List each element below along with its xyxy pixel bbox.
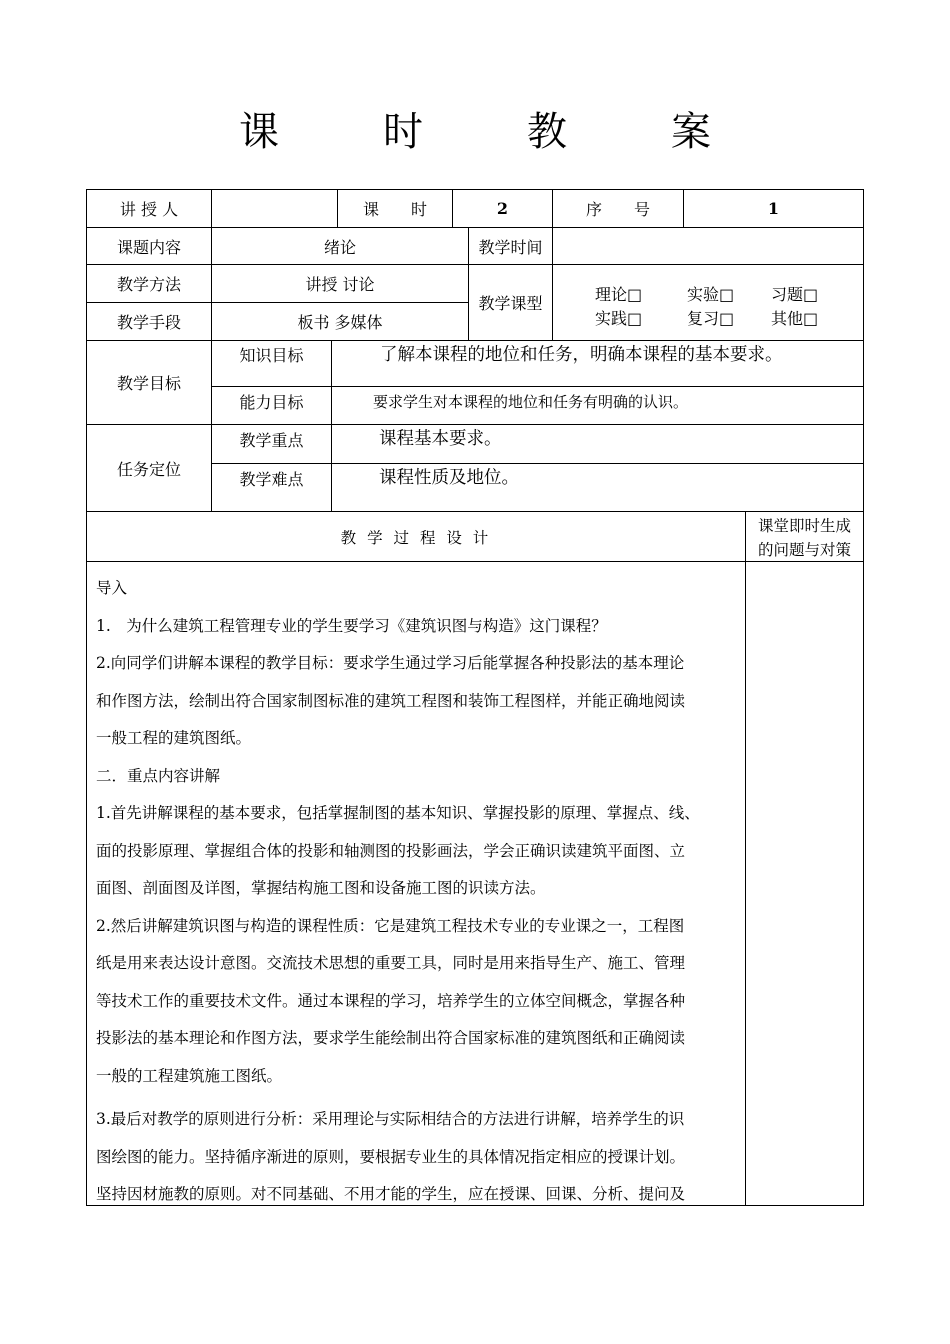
hours-label: 课 时: [362, 200, 427, 219]
content-line: 2.然后讲解建筑识图与构造的课程性质：它是建筑工程技术专业的专业课之一，工程图: [96, 916, 685, 935]
col-divider: [331, 340, 332, 511]
content-line: 一般的工程建筑施工图纸。: [96, 1066, 283, 1085]
title-char: 课: [239, 109, 279, 155]
checkbox-option[interactable]: 实践□: [595, 309, 643, 328]
difficult-point-value: 课程性质及地位。: [379, 467, 519, 488]
row-divider: [86, 561, 864, 562]
ability-value: 要求学生对本课程的地位和任务有明确的认识。: [373, 392, 689, 411]
key-point-value: 课程基本要求。: [379, 428, 502, 449]
hours-value: 2: [496, 199, 509, 218]
content-line: 投影法的基本理论和作图方法，要求学生能绘制出符合国家标准的建筑图纸和正确阅读: [96, 1029, 686, 1047]
content-line: 二．重点内容讲解: [96, 766, 221, 785]
side-heading-line1: 课堂即时生成: [757, 517, 851, 535]
content-line: 1. 为什么建筑工程管理专业的学生要学习《建筑识图与构造》这门课程？: [96, 616, 607, 635]
lesson-type-options: [553, 265, 863, 340]
knowledge-label: 知识目标: [239, 345, 304, 365]
title-char: 案: [671, 109, 711, 155]
time-label: 教学时间: [478, 237, 543, 257]
lecturer-label: 讲 授 人: [119, 200, 179, 219]
content-line: 导入: [96, 579, 128, 597]
checkbox-option[interactable]: 复习□: [687, 309, 735, 328]
means-label: 教学手段: [116, 313, 181, 332]
seq-label: 序 号: [585, 200, 650, 219]
means-value: 板书 多媒体: [297, 313, 383, 332]
content-line: 坚持因材施教的原则。对不同基础、不用才能的学生，应在授课、回课、分析、提问及: [96, 1185, 686, 1203]
content-line: 一般工程的建筑图纸。: [96, 729, 252, 747]
method-value: 讲授 讨论: [305, 275, 375, 294]
title-char: 时: [383, 109, 423, 155]
key-point-label: 教学重点: [239, 430, 304, 450]
checkbox-option[interactable]: 习题□: [771, 285, 819, 304]
title-char: 教: [527, 109, 567, 155]
table-border-right: [863, 189, 864, 1206]
checkbox-option[interactable]: 其他□: [771, 309, 819, 328]
topic-value: 绪论: [323, 237, 356, 257]
content-line: 等技术工作的重要技术文件。通过本课程的学习，培养学生的立体空间概念，掌握各种: [96, 991, 686, 1010]
lecturer-value: [212, 190, 337, 227]
content-line: 1.首先讲解课程的基本要求，包括掌握制图的基本知识、掌握投影的原理、掌握点、线、: [96, 804, 700, 822]
time-value: [553, 228, 863, 264]
seq-value: 1: [767, 199, 780, 218]
method-label: 教学方法: [116, 275, 181, 294]
content-line: 和作图方法，绘制出符合国家制图标准的建筑工程图和装饰工程图样，并能正确地阅读: [96, 691, 686, 710]
checkbox-option[interactable]: 理论□: [595, 285, 643, 304]
topic-label: 课题内容: [116, 237, 181, 257]
content-line: 3.最后对教学的原则进行分析：采用理论与实际相结合的方法进行讲解，培养学生的识: [96, 1110, 685, 1128]
knowledge-value: 了解本课程的地位和任务，明确本课程的基本要求。: [380, 344, 783, 365]
checkbox-option[interactable]: 实验□: [687, 285, 735, 304]
side-heading-line2: 的问题与对策: [757, 541, 851, 559]
content-line: 纸是用来表达设计意图。交流技术思想的重要工具，同时是用来指导生产、施工、管理: [96, 954, 686, 972]
content-line: 面的投影原理、掌握组合体的投影和轴测图的投影画法，学会正确识读建筑平面图、立: [96, 841, 686, 860]
content-line: 面图、剖面图及详图，掌握结构施工图和设备施工图的识读方法。: [96, 879, 546, 897]
process-heading: 教 学 过 程 设 计: [340, 528, 492, 547]
lesson-content: [96, 570, 738, 1214]
difficult-point-label: 教学难点: [239, 469, 304, 489]
task-label: 任务定位: [116, 459, 181, 479]
content-line: 图绘图的能力。坚持循序渐进的原则，要根据专业生的具体情况指定相应的授课计划。: [96, 1147, 686, 1166]
col-divider: [745, 511, 746, 1206]
lesson-type-label: 教学课型: [478, 294, 543, 313]
content-line: 2.向同学们讲解本课程的教学目标：要求学生通过学习后能掌握各种投影法的基本理论: [96, 654, 685, 672]
goals-label: 教学目标: [116, 374, 181, 393]
ability-label: 能力目标: [239, 392, 304, 412]
